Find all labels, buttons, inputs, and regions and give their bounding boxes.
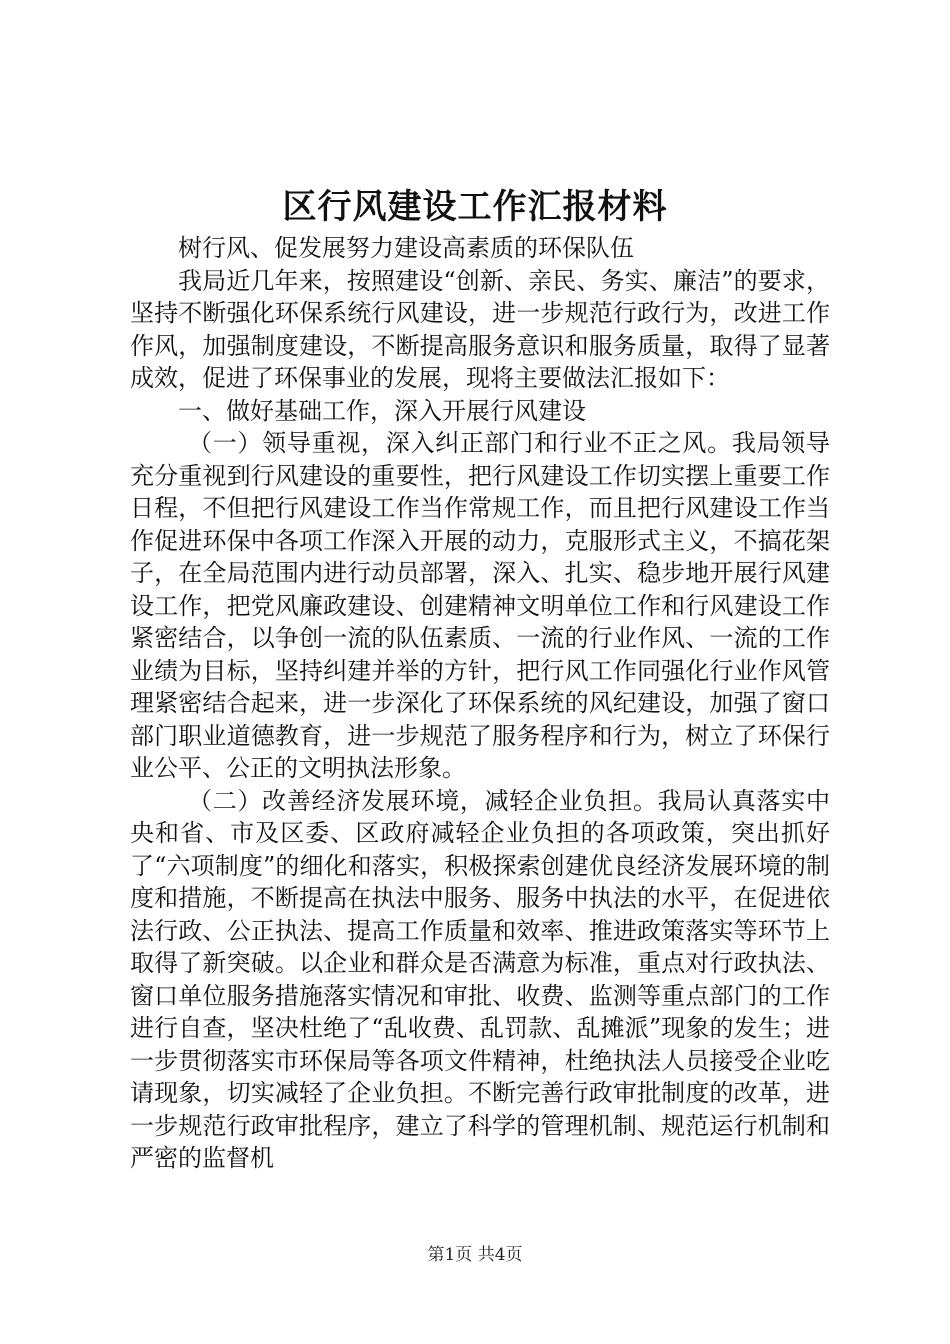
document-title: 区行风建设工作汇报材料 (282, 187, 668, 227)
subtitle-paragraph: 树行风、促发展努力建设高素质的环保队伍 (178, 234, 634, 262)
section-heading-1: 一、做好基础工作，深入开展行风建设 (178, 396, 586, 425)
page-footer: 第1页 共4页 (427, 1245, 523, 1265)
document-body (130, 232, 830, 1175)
paragraph-section-1-1: （一）领导重视，深入纠正部门和行业不正之风。我局领导充分重视到行风建设的重要性，把行风建设工作切实摆上重要工作日程，不但把行风建设工作当作常规工作，而且把行风建设工作当作促进环保中各项工作深入开展的动力，克服形式主义，不搞花架子，在全局范围内进行动员部署，深入、扎实、稳步地开展行风建设工作，把党风廉政建设、创建精神文明单位工作和行风建设工作紧密结合，以争创一流的队伍素质、一流的行业作风、一流的工作业绩为目标，坚持纠建并举的方针，把行风工作同强化行业作风管理紧密结合起来，进一步深化了环保系统的风纪建设，加强了窗口部门职业道德教育，进一步规范了服务程序和行为，树立了环保行业公平、公正的文明执法形象。 (130, 429, 830, 782)
intro-paragraph: 我局近几年来，按照建设“创新、亲民、务实、廉洁”的要求，坚持不断强化环保系统行风建设，进一步规范行政行为，改进工作作风，加强制度建设，不断提高服务意识和服务质量，取得了显著成效，促进了环保事业的发展，现将主要做法汇报如下： (130, 266, 830, 392)
paragraph-section-1-2: （二）改善经济发展环境，减轻企业负担。我局认真落实中央和省、市及区委、区政府减轻企业负担的各项政策，突出抓好了“六项制度”的细化和落实，积极探索创建优良经济发展环境的制度和措施，不断提高在执法中服务、服务中执法的水平，在促进依法行政、公正执法、提高工作质量和效率、推进政策落实等环节上取得了新突破。以企业和群众是否满意为标准，重点对行政执法、窗口单位服务措施落实情况和审批、收费、监测等重点部门的工作进行自查，坚决杜绝了“乱收费、乱罚款、乱摊派”现象的发生；进一步贯彻落实市环保局等各项文件精神，杜绝执法人员接受企业吃请现象，切实减轻了企业负担。不断完善行政审批制度的改革，进一步规范行政审批程序，建立了科学的管理机制、规范运行机制和严密的监督机 (130, 786, 830, 1172)
